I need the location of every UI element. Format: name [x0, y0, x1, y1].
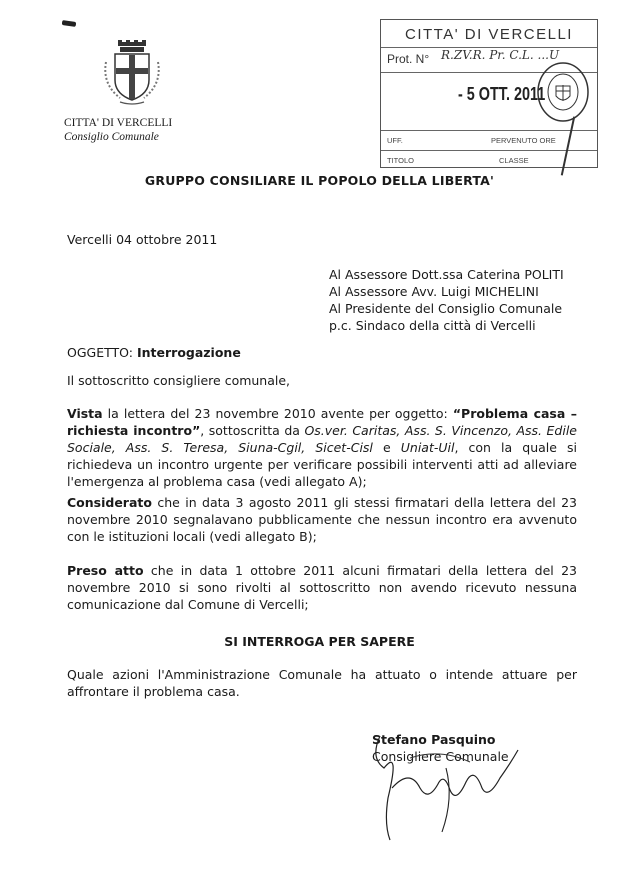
vista-text: , sottoscritta da	[200, 423, 305, 438]
handwritten-signature	[350, 728, 520, 848]
preso-atto-text: che in data 1 ottobre 2011 alcuni firmatari della lettera del 23 novembre 2010 si sono rivolti al sottoscritto non avendo ricevuto nessuna comunicazione dal Comune di Vercelli;	[67, 563, 577, 612]
interroga-heading: SI INTERROGA PER SAPERE	[224, 634, 415, 649]
considerato-lead: Considerato	[67, 495, 152, 510]
stamp-date: - 5 OTT. 2011	[458, 84, 546, 104]
stamp-pen-stroke	[561, 116, 575, 175]
addressee-list	[329, 266, 564, 334]
stamp-divider	[381, 130, 597, 131]
subject-value: Interrogazione	[136, 345, 241, 360]
considerato-paragraph	[67, 494, 577, 545]
vista-text: la lettera del 23 novembre 2010 avente per oggetto:	[102, 406, 453, 421]
addressee-line: Al Assessore Avv. Luigi MICHELINI	[329, 284, 539, 299]
preso-atto-lead: Preso atto	[67, 563, 144, 578]
stamp-prot-handwritten: R.ZV.R. Pr. C.L. ...U	[441, 48, 560, 62]
vista-org-last: Uniat-Uil	[400, 440, 455, 455]
vista-text: e	[372, 440, 401, 455]
issuer-block	[64, 116, 172, 144]
vista-paragraph	[67, 405, 577, 490]
stamp-classe-label: CLASSE	[499, 156, 529, 165]
date-line: Vercelli 04 ottobre 2011	[67, 232, 218, 247]
preso-atto-paragraph	[67, 562, 577, 613]
signatory-role: Consigliere Comunale	[372, 749, 509, 764]
issuer-council: Consiglio Comunale	[64, 131, 159, 143]
city-crest-icon	[100, 40, 164, 106]
considerato-text: che in data 3 agosto 2011 gli stessi firmatari della lettera del 23 novembre 2010 segnalavano pubblicamente che nessun incontro era avvenuto con le istituzioni locali (vedi allegato B);	[67, 495, 577, 544]
corner-pen-mark	[62, 20, 77, 27]
group-heading: GRUPPO CONSILIARE IL POPOLO DELLA LIBERTA'	[144, 173, 495, 188]
round-seal-icon	[536, 60, 590, 124]
stamp-divider	[381, 150, 597, 151]
addressee-line: Al Assessore Dott.ssa Caterina POLITI	[329, 267, 564, 282]
question-paragraph: Quale azioni l'Amministrazione Comunale ha attuato o intende attuare per affrontare il problema casa.	[67, 667, 577, 699]
stamp-prot-label: Prot. N°	[387, 52, 430, 66]
protocol-stamp	[380, 19, 598, 168]
signatory-name: Stefano Pasquino	[372, 732, 496, 747]
subject-label: OGGETTO:	[67, 345, 133, 360]
subject-line	[67, 345, 241, 360]
stamp-pervenuto-label: PERVENUTO ORE	[491, 136, 556, 145]
addressee-line: p.c. Sindaco della città di Vercelli	[329, 318, 536, 333]
addressee-line: Al Presidente del Consiglio Comunale	[329, 301, 563, 316]
vista-text: , con la quale si richiedeva un incontro urgente per verificare possibili interventi atti ad alleviare l'emergenza al problema casa (vedi allegato A);	[67, 440, 578, 489]
intro-paragraph: Il sottoscritto consigliere comunale,	[67, 373, 291, 388]
vista-lead: Vista	[67, 406, 103, 421]
stamp-uff-label: UFF.	[387, 136, 403, 145]
stamp-titolo-label: TITOLO	[387, 156, 414, 165]
vista-title: “Problema casa – richiesta incontro”	[67, 406, 577, 438]
stamp-title: CITTA' DI VERCELLI	[405, 26, 573, 43]
issuer-city: CITTA' DI VERCELLI	[64, 117, 173, 129]
vista-orgs: Os.ver. Caritas, Ass. S. Vincenzo, Ass. Edile Sociale, Ass. S. Teresa, Siuna-Cgil, Sicet-Cisl	[67, 423, 577, 455]
